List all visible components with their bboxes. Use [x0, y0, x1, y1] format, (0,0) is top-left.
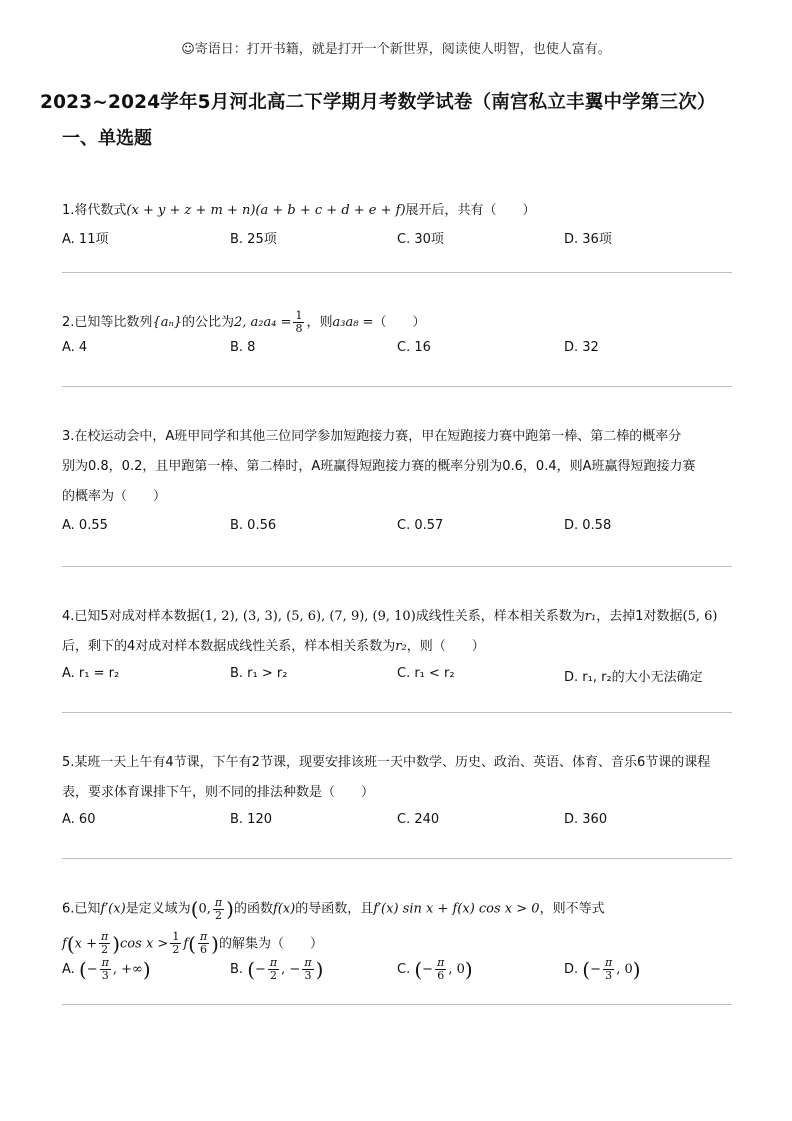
option-a[interactable]: A. 4 — [62, 340, 88, 355]
question-4-options — [62, 666, 730, 692]
section-heading: 一、单选题 — [62, 128, 152, 149]
option-b[interactable]: B. 25项 — [230, 232, 277, 247]
option-a[interactable]: A. 60 — [62, 812, 96, 827]
question-2 — [62, 308, 730, 366]
question-5-stem: 5.某班一天上午有4节课，下午有2节课，现要安排该班一天中数学、历史、政治、英语、体育、音乐6节课的课程 表，要求体育课排下午，则不同的排法种数是（ ） — [62, 755, 711, 800]
question-5 — [62, 748, 730, 838]
divider — [62, 386, 732, 387]
question-4 — [62, 602, 730, 692]
option-b[interactable]: B. r₁ > r₂ — [230, 666, 288, 681]
question-4-stem: 4.已知5对成对样本数据(1, 2), (3, 3), (5, 6), (7, 9), (9, 10)成线性关系，样本相关系数为r₁，去掉1对数据(5, 6) 后，剩下的4对成对样本数据成线性关系，样本相关系数为r₂，则（ ） — [62, 609, 718, 654]
question-6 — [62, 892, 730, 991]
question-5-options — [62, 812, 730, 838]
option-a[interactable]: A. (− $\frac{\pi}{3}$ , +∞) — [62, 956, 151, 982]
question-2-stem: 2.已知等比数列{aₙ}的公比为2, a₂a₄ = $\frac{1}{8}$ ，则a₃a₈ =（ ） — [62, 309, 426, 335]
option-d[interactable]: D. r₁, r₂的大小无法确定 — [564, 670, 703, 685]
question-3-stem: 3.在校运动会中，A班甲同学和其他三位同学参加短跑接力赛，甲在短跑接力赛中跑第一棒、第二棒的概率分 别为0.8，0.2，且甲跑第一棒、第二棒时，A班赢得短跑接力赛的概率分别为0.6，0.4，则A班赢得短跑接力赛 的概率为（ ） — [62, 429, 696, 504]
option-c[interactable]: C. 240 — [397, 812, 440, 827]
option-a[interactable]: A. 0.55 — [62, 518, 108, 533]
option-c[interactable]: C. (− $\frac{\pi}{6}$ , 0) — [397, 956, 473, 982]
option-b[interactable]: B. 0.56 — [230, 518, 277, 533]
motto: ☺寄语日：打开书籍，就是打开一个新世界，阅读使人明智，也使人富有。 — [181, 42, 611, 57]
divider — [62, 712, 732, 713]
option-d[interactable]: D. 360 — [564, 812, 608, 827]
option-d[interactable]: D. 32 — [564, 340, 599, 355]
divider — [62, 858, 732, 859]
option-c[interactable]: C. 0.57 — [397, 518, 444, 533]
question-1 — [62, 196, 730, 254]
option-c[interactable]: C. r₁ < r₂ — [397, 666, 455, 681]
option-b[interactable]: B. 8 — [230, 340, 256, 355]
question-6-stem-line-2: f(x + $\frac{\pi}{2}$ )cos x > $\frac{1}{2}$ f( $\frac{\pi}{6}$ )的解集为（ ） — [62, 930, 323, 956]
option-d[interactable]: D. 36项 — [564, 232, 612, 247]
divider — [62, 272, 732, 273]
option-c[interactable]: C. 16 — [397, 340, 431, 355]
option-a[interactable]: A. r₁ = r₂ — [62, 666, 120, 681]
question-3 — [62, 422, 730, 544]
option-a[interactable]: A. 11项 — [62, 232, 109, 247]
question-1-options — [62, 228, 730, 254]
divider — [62, 566, 732, 567]
question-6-stem-line-1: 6.已知f′(x)是定义域为(0, $\frac{\pi}{2}$ )的函数f(x)的导函数，且f′(x) sin x + f(x) cos x > 0，则不等式 — [62, 895, 605, 922]
page-title: 2023~2024学年5月河北高二下学期月考数学试卷（南宫私立丰翼中学第三次） — [40, 92, 716, 113]
option-b[interactable]: B. (− $\frac{\pi}{2}$ , − $\frac{\pi}{3}$ ) — [230, 956, 324, 982]
option-d[interactable]: D. 0.58 — [564, 518, 612, 533]
question-2-options — [62, 340, 730, 366]
question-6-options — [62, 957, 730, 991]
fraction: $\frac{1}{8}$ — [295, 309, 303, 335]
divider — [62, 1004, 732, 1005]
option-c[interactable]: C. 30项 — [397, 232, 444, 247]
option-d[interactable]: D. (− $\frac{\pi}{3}$ , 0) — [564, 956, 641, 982]
question-1-stem: 1.将代数式(x + y + z + m + n)(a + b + c + d + e + f)展开后，共有（ ） — [62, 203, 536, 218]
option-b[interactable]: B. 120 — [230, 812, 272, 827]
question-3-options — [62, 518, 730, 544]
